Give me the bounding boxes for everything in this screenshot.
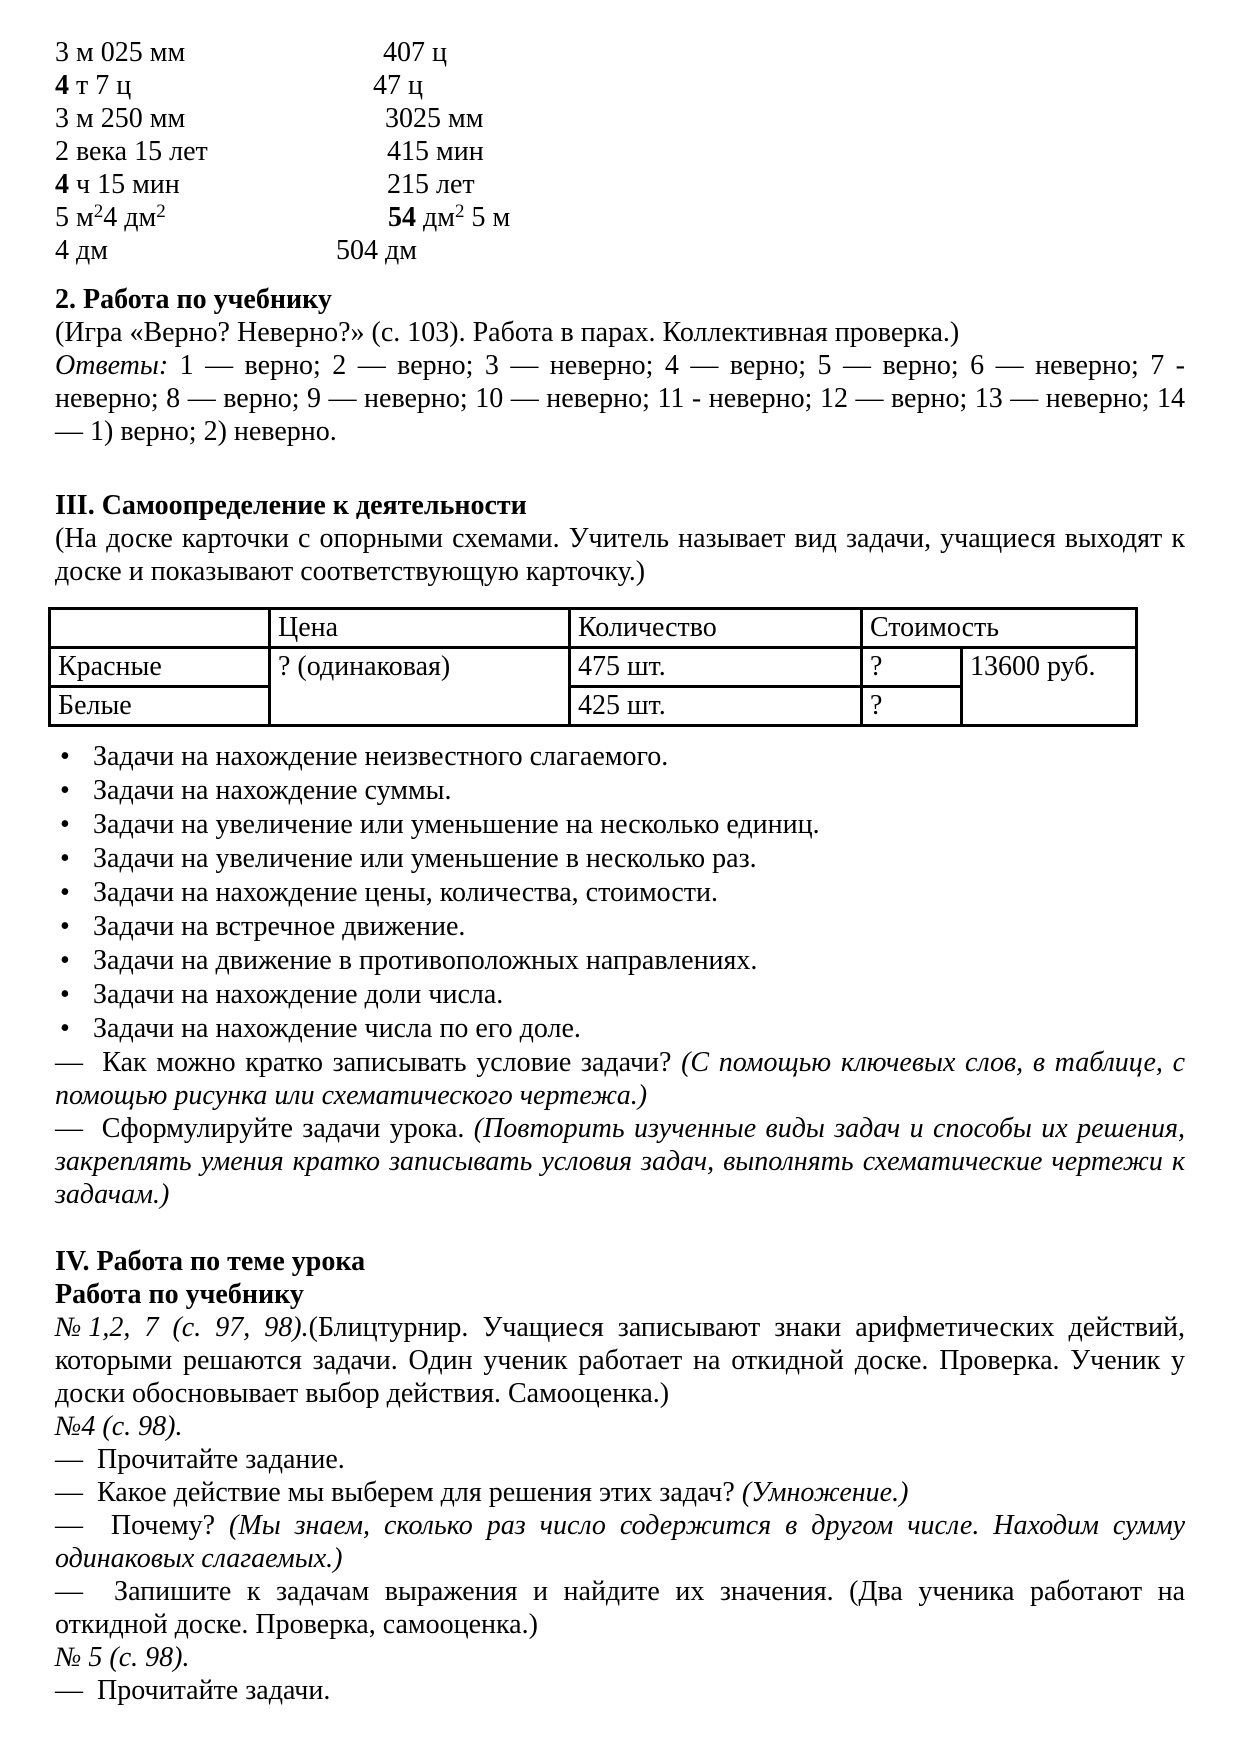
- table-cell-red-cost-q: ?: [862, 648, 962, 687]
- table-header-row: [50, 609, 1137, 648]
- table-header-cost: Стоимость: [862, 609, 1137, 648]
- measure-row: [55, 135, 1185, 168]
- measure-row: [55, 69, 1185, 102]
- table-header-quantity: Количество: [570, 609, 862, 648]
- task-paragraph: №1,2, 7 (с. 97, 98).(Блицтурнир. Учащиеся записывают знаки арифметических действий, которыми решаются задачи. Один ученик работает на откидной доске. Проверка. Ученик у доски обосновывает выбор действия. Самооценка.): [55, 1312, 1185, 1409]
- dialog-line: — Какое действие мы выберем для решения этих задач? (Умножение.): [55, 1477, 909, 1508]
- section-2-heading: 2. Работа по учебнику: [55, 284, 332, 315]
- section-4-heading: IV. Работа по теме урока: [55, 1246, 366, 1277]
- table-cell-white-label: Белые: [50, 687, 270, 726]
- measure-left: 5 $м^24$ $дм^2$: [55, 201, 166, 233]
- table-cell-cost-value: 13600 руб.: [962, 648, 1137, 726]
- measure-left: 3 м 250 мм: [55, 103, 186, 134]
- task-type-item: • Задачи на увеличение или уменьшение в несколько раз.: [55, 842, 1185, 875]
- measure-right: 3025 мм: [385, 103, 484, 134]
- task-number-line: № 5 (с. 98).: [55, 1642, 190, 1673]
- measure-row: [55, 168, 1185, 201]
- measure-right: 415 мин: [387, 136, 484, 167]
- section-4-subheading: Работа по учебнику: [55, 1279, 304, 1310]
- table-header-empty: [50, 609, 270, 648]
- measure-row: [55, 201, 1185, 234]
- measure-right: 504 дм: [336, 235, 417, 266]
- measure-left: 4 т 7 ц: [55, 70, 132, 101]
- measure-right: 215 лет: [387, 169, 475, 200]
- measurement-pairs-list: [55, 36, 1185, 267]
- task-type-item: • Задачи на нахождение доли числа.: [55, 978, 1185, 1011]
- table-row-red: [50, 648, 1137, 687]
- dialog-line: — Прочитайте задание.: [55, 1444, 345, 1475]
- dialog-line: — Прочитайте задачи.: [55, 1675, 331, 1706]
- section-3-heading: III. Самоопределение к деятельности: [55, 490, 527, 521]
- measure-left: 4 ч 15 мин: [55, 169, 180, 200]
- measure-row: [55, 102, 1185, 135]
- dialog-line: — Почему? (Мы знаем, сколько раз число содержится в другом числе. Находим сумму одинаковых слагаемых.): [55, 1510, 1185, 1574]
- dialog-line: — Как можно кратко записывать условие задачи? (С помощью ключевых слов, в таблице, с помощью рисунка или схематического чертежа.): [55, 1047, 1185, 1111]
- task-type-item: • Задачи на нахождение неизвестного слагаемого.: [55, 740, 1185, 773]
- measure-right: 54 $дм^2$ 5 м: [388, 201, 511, 233]
- task-number-line: №4 (с. 98).: [55, 1411, 183, 1442]
- task-type-item: • Задачи на нахождение цены, количества, стоимости.: [55, 876, 1185, 909]
- table-cell-red-label: Красные: [50, 648, 270, 687]
- measure-left: 2 века 15 лет: [55, 136, 208, 167]
- measure-right: 407 ц: [383, 37, 447, 68]
- measure-right: 47 ц: [373, 70, 423, 101]
- measure-row: [55, 234, 1185, 267]
- dialog-line: — Запишите к задачам выражения и найдите их значения. (Два ученика работают на откидной доске. Проверка, самооценка.): [55, 1576, 1185, 1640]
- task-types-list: [55, 740, 1185, 1045]
- task-type-item: • Задачи на увеличение или уменьшение на несколько единиц.: [55, 808, 1185, 841]
- measure-left: 4 дм: [55, 235, 108, 266]
- measure-row: [55, 36, 1185, 69]
- table-cell-white-cost-q: ?: [862, 687, 962, 726]
- table-cell-price: ? (одинаковая): [270, 648, 570, 726]
- table-cell-red-quantity: 475 шт.: [570, 648, 862, 687]
- answers-paragraph: Ответы: 1 — верно; 2 — верно; 3 — неверно; 4 — верно; 5 — верно; 6 — неверно; 7 - неверно; 8 — верно; 9 — неверно; 10 — неверно; 11 - неверно; 12 — верно; 13 — неверно; 14 — 1) верно; 2) неверно.: [55, 350, 1185, 447]
- measure-left: 3 м 025 мм: [55, 37, 186, 68]
- task-type-item: • Задачи на движение в противоположных направлениях.: [55, 944, 1185, 977]
- task-type-item: • Задачи на нахождение числа по его доле.: [55, 1012, 1185, 1045]
- section-3-intro: (На доске карточки с опорными схемами. Учитель называет вид задачи, учащиеся выходят к доске и показывают соответствующую карточку.): [55, 523, 1185, 587]
- task-type-item: • Задачи на встречное движение.: [55, 910, 1185, 943]
- price-quantity-cost-table: [48, 607, 1138, 727]
- table-cell-white-quantity: 425 шт.: [570, 687, 862, 726]
- table-header-price: Цена: [270, 609, 570, 648]
- section-2-note: (Игра «Верно? Неверно?» (с. 103). Работа в парах. Коллективная проверка.): [55, 317, 960, 348]
- task-type-item: • Задачи на нахождение суммы.: [55, 774, 1185, 807]
- dialog-line: — Сформулируйте задачи урока. (Повторить изученные виды задач и способы их решения, закреплять умения кратко записывать условия задач, выполнять схематические чертежи к задачам.): [55, 1113, 1185, 1210]
